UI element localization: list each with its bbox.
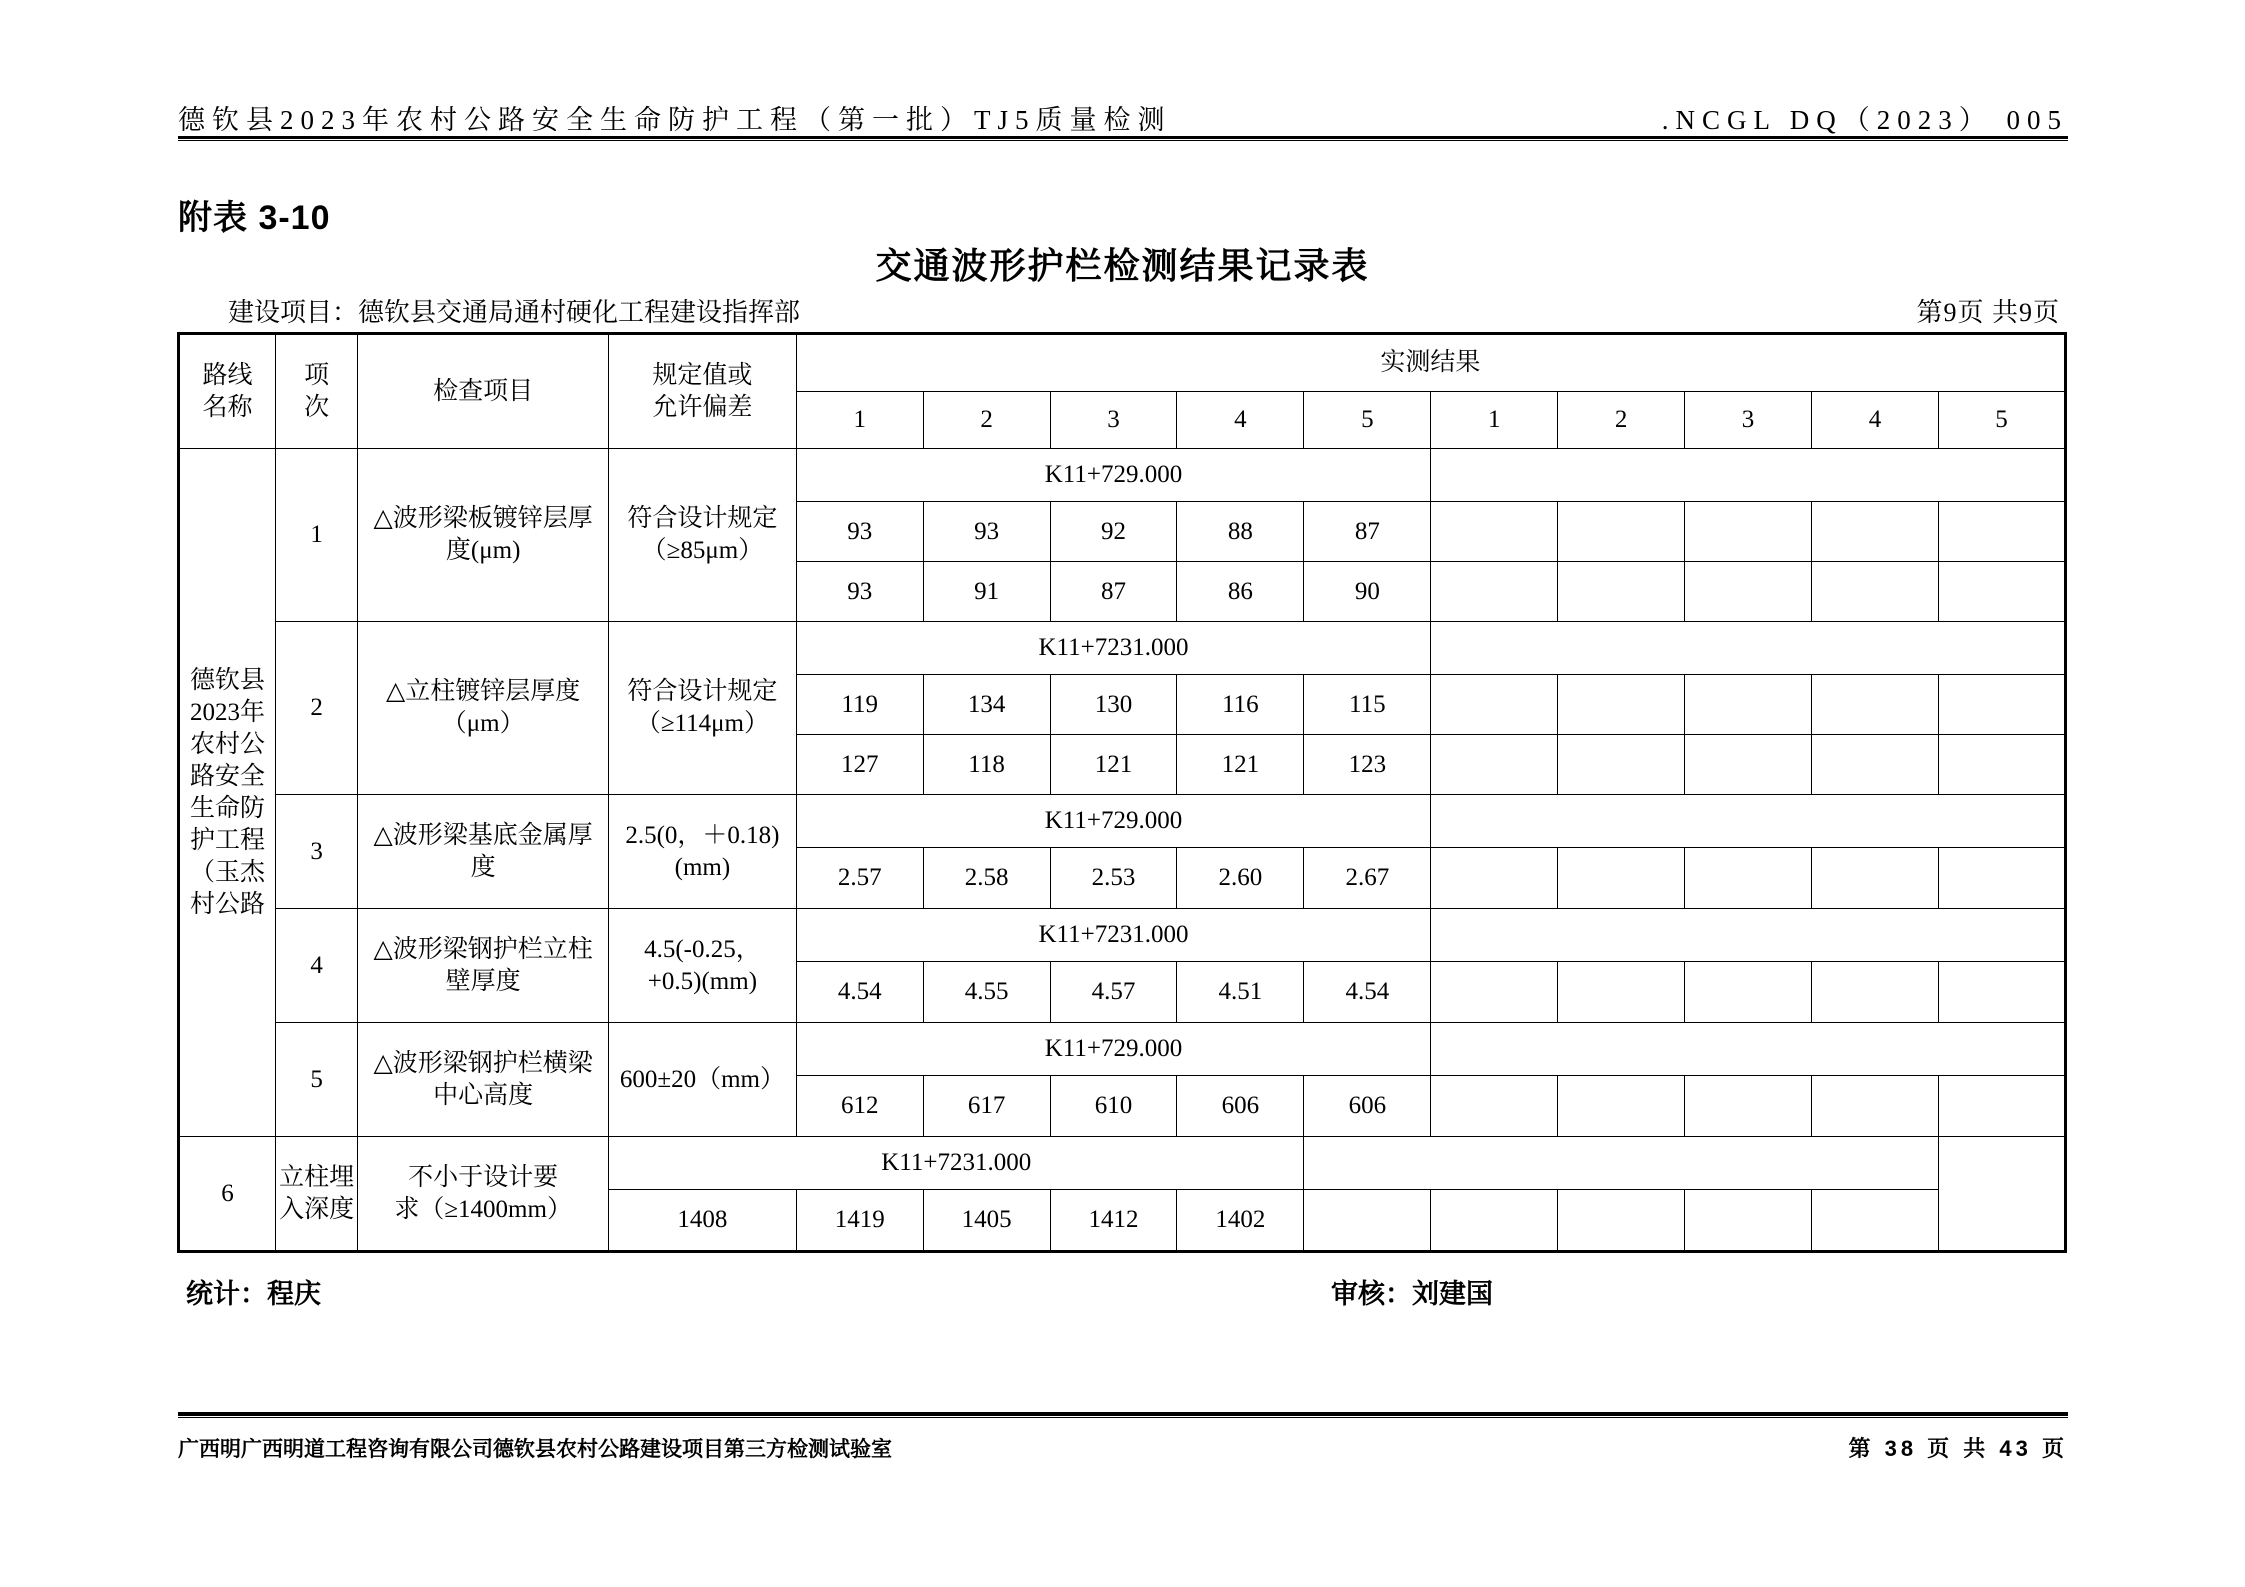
header-check-item: 检查项目 [358,334,609,449]
row-station-right [1431,795,2066,848]
measured-value [1431,502,1558,562]
measured-value [1431,562,1558,622]
measured-value [1558,1190,1685,1252]
row-station: K11+729.000 [796,795,1431,848]
row-station: K11+729.000 [796,1023,1431,1076]
measured-value: 91 [923,562,1050,622]
running-header [178,98,2068,137]
measured-value: 121 [1177,735,1304,795]
measured-value [1685,675,1812,735]
header-measure-col-9: 4 [1811,392,1938,449]
row-check-item-line1: △波形梁基底金属厚 [373,821,593,849]
row-spec-value [609,449,797,622]
table-row [179,622,2066,675]
table-body [179,334,2066,1252]
row-spec-line2: +0.5)(mm) [647,967,758,995]
row-spec-line1: 符合设计规定 [627,678,778,705]
measured-value: 1419 [796,1190,923,1252]
table-header-row-1 [179,334,2066,392]
measured-value: 87 [1304,502,1431,562]
measured-value [1558,735,1685,795]
row-spec-line1: 4.5(-0.25， [644,935,761,963]
row-spec-value [609,1023,797,1137]
measured-value [1685,1190,1812,1252]
row-check-item [358,795,609,909]
measured-value [1431,1190,1558,1252]
row-check-item-line1: 立柱埋入深度 [279,1163,355,1223]
measured-value [1685,562,1812,622]
table-row [179,449,2066,502]
row-spec-line1: 符合设计规定 [627,505,778,532]
measured-value: 1412 [1050,1190,1177,1252]
measured-value [1811,848,1938,909]
row-spec-line1: 2.5(0，＋0.18) [625,821,780,849]
header-route-name-line2: 名称 [202,393,253,421]
measured-value: 4.55 [923,962,1050,1023]
measured-value [1304,1190,1431,1252]
measured-value: 1405 [923,1190,1050,1252]
header-measure-col-3: 3 [1050,392,1177,449]
measured-value [1685,962,1812,1023]
measured-value: 93 [796,562,923,622]
header-route-name-line1: 路线 [202,361,253,389]
measured-value: 118 [923,735,1050,795]
row-check-item [358,909,609,1023]
measured-value: 2.57 [796,848,923,909]
measured-value: 93 [923,502,1050,562]
measured-value: 4.51 [1177,962,1304,1023]
measured-value: 4.54 [1304,962,1431,1023]
measured-value [1685,735,1812,795]
measured-value: 4.57 [1050,962,1177,1023]
row-check-item-line2: 度 [470,853,496,881]
measured-value: 617 [923,1076,1050,1137]
header-measure-col-8: 3 [1685,392,1812,449]
measured-value: 87 [1050,562,1177,622]
measured-value [1938,735,2065,795]
measured-value: 92 [1050,502,1177,562]
measured-value [1558,502,1685,562]
measured-value [1811,962,1938,1023]
project-name-label: 建设项目：德钦县交通局通村硬化工程建设指挥部 [228,298,801,327]
row-check-item-line2: 中心高度 [433,1081,534,1109]
subtitle-line [178,292,2068,329]
measured-value: 93 [796,502,923,562]
running-footer-page-number: 第 38 页 共 43 页 [1848,1436,2068,1461]
row-check-item [358,1023,609,1137]
measured-value: 86 [1177,562,1304,622]
signature-line [178,1272,2068,1311]
row-spec-value [609,795,797,909]
row-spec-line2: (mm) [674,853,731,881]
measured-value: 127 [796,735,923,795]
row-spec-value [609,622,797,795]
table-row [179,1137,2066,1190]
measured-value [1811,1190,1938,1252]
measured-value [1811,562,1938,622]
measured-value: 2.53 [1050,848,1177,909]
measured-value [1558,848,1685,909]
measured-value [1938,1076,2065,1137]
row-spec-line2: （≥114μm） [635,710,769,737]
row-check-item-line2: （μm） [441,710,525,737]
row-station-right [1431,622,2066,675]
row-index: 1 [275,449,357,622]
measured-value [1558,562,1685,622]
header-spec-line2: 允许偏差 [652,393,753,421]
measured-value: 88 [1177,502,1304,562]
measured-value [1938,562,2065,622]
inspection-results-table [177,332,2067,1253]
header-spec-line1: 规定值或 [652,361,753,389]
measured-value: 1402 [1177,1190,1304,1252]
row-spec-value [358,1137,609,1252]
row-check-item-line1: △波形梁钢护栏横梁 [373,1049,593,1077]
row-station-right [1431,909,2066,962]
row-index: 5 [275,1023,357,1137]
measured-value [1431,675,1558,735]
measured-value: 121 [1050,735,1177,795]
header-measured-results: 实测结果 [796,334,2065,392]
measured-value [1431,848,1558,909]
row-index: 6 [179,1137,276,1252]
page-title: 交通波形护栏检测结果记录表 [875,246,1370,286]
measured-value: 90 [1304,562,1431,622]
measured-value: 606 [1304,1076,1431,1137]
row-station: K11+7231.000 [796,622,1431,675]
measured-value: 2.60 [1177,848,1304,909]
row-station: K11+729.000 [796,449,1431,502]
measured-value [1558,675,1685,735]
row-spec-line2: 求（≥1400mm） [394,1195,572,1223]
measured-value [1811,735,1938,795]
row-check-item [358,449,609,622]
table-row [179,795,2066,848]
table-row [179,1023,2066,1076]
header-index-line2: 次 [304,393,330,421]
row-spec-value [609,909,797,1023]
measured-value: 134 [923,675,1050,735]
measured-value [1431,735,1558,795]
row-index: 3 [275,795,357,909]
running-header-right-code: .NCGL DQ（2023） 005 [1661,105,2068,135]
row-spec-line1: 不小于设计要 [408,1163,559,1191]
inspection-results-table-wrapper [177,332,2067,1253]
measured-value: 130 [1050,675,1177,735]
header-measure-col-7: 2 [1558,392,1685,449]
running-footer [178,1432,2068,1463]
measured-value [1685,1076,1812,1137]
measured-value [1811,1076,1938,1137]
row-index: 4 [275,909,357,1023]
measured-value: 606 [1177,1076,1304,1137]
header-route-name [179,334,276,449]
header-measure-col-2: 2 [923,392,1050,449]
sheet-page-indicator: 第9页 共9页 [1916,298,2060,327]
table-row [179,909,2066,962]
row-check-item-line1: △波形梁钢护栏立柱 [373,935,593,963]
measured-value [1938,675,2065,735]
appendix-label: 附表 3-10 [178,199,331,237]
measured-value [1938,962,2065,1023]
measured-value: 4.54 [796,962,923,1023]
row-station-right [1431,449,2066,502]
measured-value: 115 [1304,675,1431,735]
route-name-value: 德钦县2023年农村公路安全生命防护工程（玉杰村公路 [179,449,276,1137]
measured-value [1685,502,1812,562]
row-check-item [358,622,609,795]
measured-value: 123 [1304,735,1431,795]
row-check-item [275,1137,357,1252]
header-index [275,334,357,449]
row-station: K11+7231.000 [796,909,1431,962]
header-measure-col-10: 5 [1938,392,2065,449]
footer-divider-rule [178,1412,2068,1418]
statistician-label: 统计：程庆 [186,1279,321,1309]
measured-value [1938,502,2065,562]
measured-value: 119 [796,675,923,735]
row-spec-line2: （≥85μm） [641,537,764,564]
measured-value: 610 [1050,1076,1177,1137]
row-check-item-line2: 度(μm) [445,537,521,564]
measured-value: 2.58 [923,848,1050,909]
measured-value: 612 [796,1076,923,1137]
measured-value [1431,1076,1558,1137]
row-station-right [1304,1137,1939,1190]
header-measure-col-1: 1 [796,392,923,449]
row-check-item-line2: 壁厚度 [445,967,521,995]
row-check-item-line1: △波形梁板镀锌层厚 [373,505,593,532]
measured-value: 2.67 [1304,848,1431,909]
header-index-line1: 项 [304,361,330,389]
header-divider-rule [178,136,2068,141]
measured-value [1558,962,1685,1023]
running-footer-org: 广西明广西明道工程咨询有限公司德钦县农村公路建设项目第三方检测试验室 [178,1438,892,1461]
header-measure-col-5: 5 [1304,392,1431,449]
header-measure-col-4: 4 [1177,392,1304,449]
header-spec-value [609,334,797,449]
running-header-left-text: 德钦县2023年农村公路安全生命防护工程（第一批）TJ5质量检测 [178,105,1172,135]
row-station: K11+7231.000 [609,1137,1304,1190]
measured-value [1938,848,2065,909]
measured-value [1811,502,1938,562]
measured-value [1811,675,1938,735]
row-index: 2 [275,622,357,795]
measured-value [1558,1076,1685,1137]
measured-value [1685,848,1812,909]
row-station-right [1431,1023,2066,1076]
row-spec-line1: 600±20（mm） [619,1065,785,1093]
measured-value: 116 [1177,675,1304,735]
reviewer-label: 审核：刘建国 [1331,1279,1493,1309]
row-check-item-line1: △立柱镀锌层厚度 [386,678,581,705]
header-measure-col-6: 1 [1431,392,1558,449]
measured-value: 1408 [609,1190,797,1252]
measured-value [1431,962,1558,1023]
